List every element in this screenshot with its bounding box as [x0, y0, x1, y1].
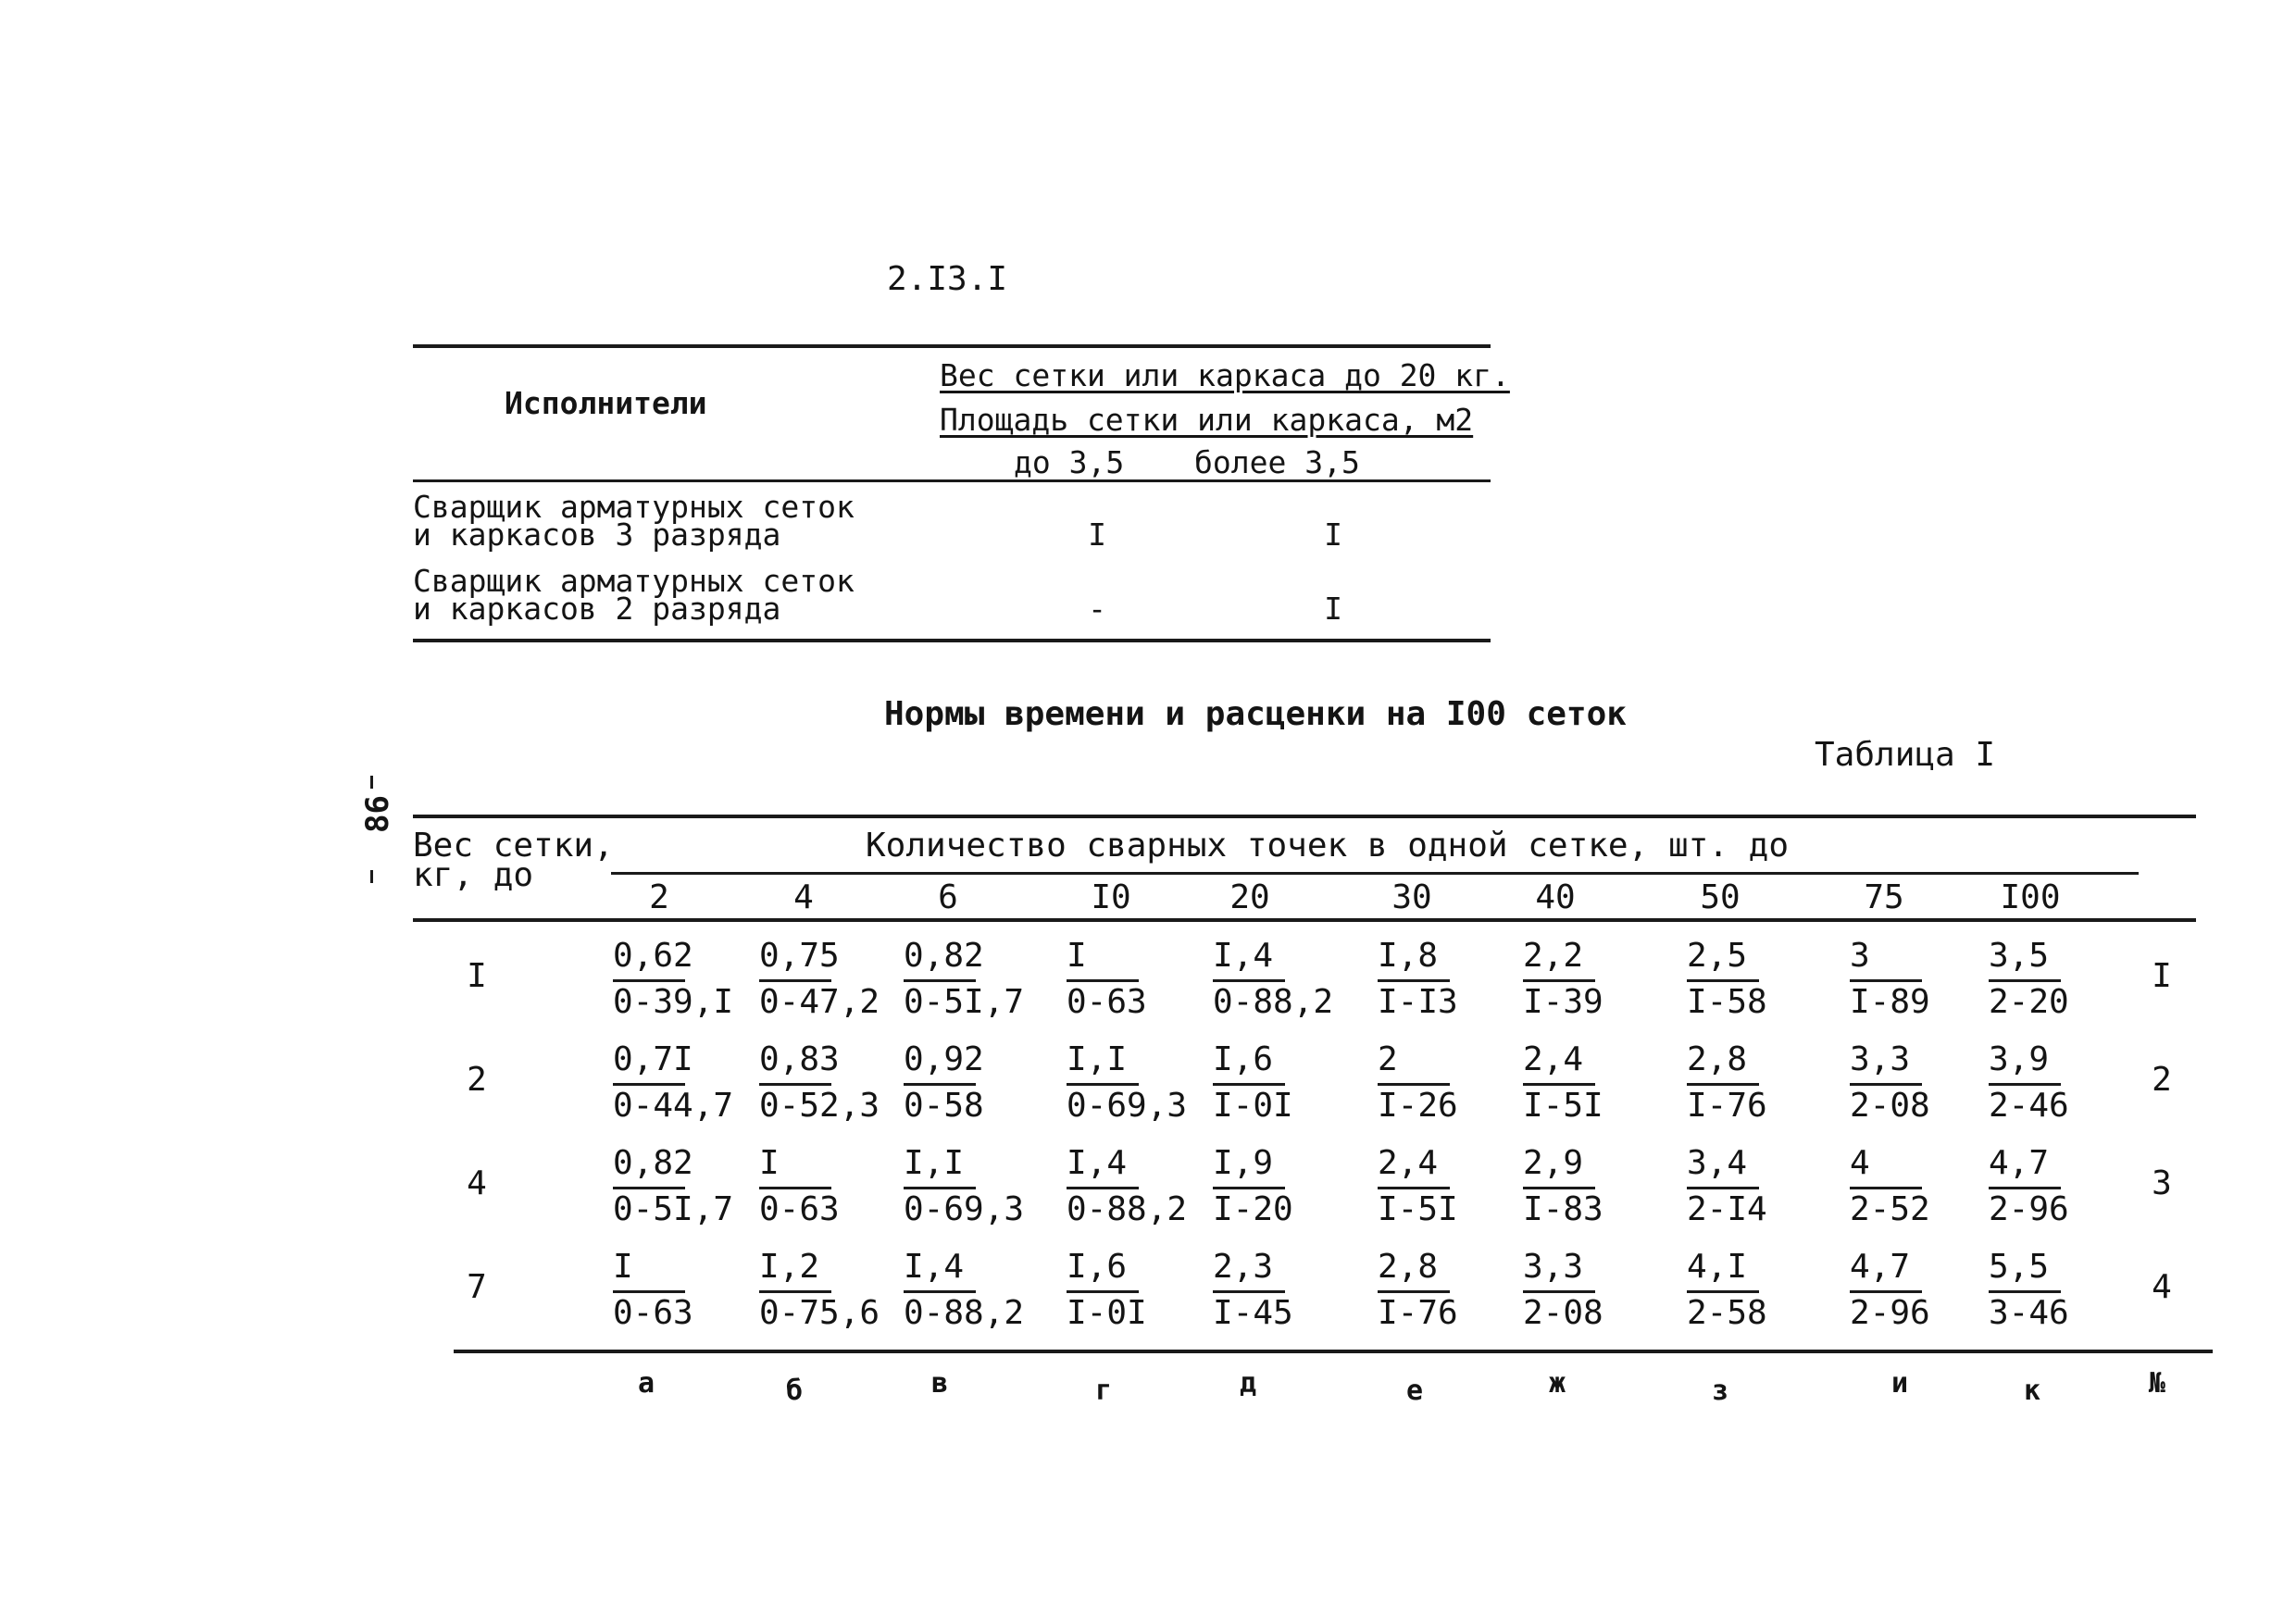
margin-tick-top — [370, 776, 373, 789]
price-rate: I-89 — [1850, 983, 1930, 1021]
column-letter: е — [1405, 1375, 1424, 1407]
price-rate: 2-96 — [1989, 1190, 2069, 1228]
executor-more-value: I — [1324, 517, 1342, 553]
fraction-line — [1378, 1290, 1450, 1293]
fraction-line — [1850, 1187, 1922, 1189]
time-norm: 3,4 — [1687, 1144, 1748, 1182]
price-rate: 0-75,6 — [759, 1294, 880, 1332]
price-rate: 2-I4 — [1687, 1190, 1767, 1228]
fraction-line — [1687, 1083, 1759, 1086]
time-norm: 2 — [1378, 1040, 1398, 1078]
time-norm: 0,62 — [613, 937, 693, 975]
number-sign: № — [2148, 1367, 2166, 1400]
column-letter: ж — [1548, 1367, 1566, 1400]
column-letter: д — [1239, 1367, 1257, 1400]
fraction-line — [1850, 979, 1922, 982]
time-norm: 0,82 — [613, 1144, 693, 1182]
weight-column-header-line1: Вес сетки, — [413, 827, 614, 865]
fraction-line — [1067, 979, 1139, 982]
column-header: 50 — [1700, 878, 1741, 916]
price-rate: 2-08 — [1850, 1087, 1930, 1125]
price-rate: I-5I — [1378, 1190, 1458, 1228]
fraction-line — [1213, 979, 1285, 982]
time-norm: 3,5 — [1989, 937, 2050, 975]
time-norm: 0,75 — [759, 937, 840, 975]
row-number: 4 — [2152, 1268, 2172, 1306]
price-rate: 0-63 — [1067, 983, 1147, 1021]
price-rate: 0-63 — [759, 1190, 840, 1228]
executors-header: Исполнители — [505, 385, 707, 421]
col-more-label: более 3,5 — [1194, 444, 1360, 480]
price-rate: 2-46 — [1989, 1087, 2069, 1125]
price-rate: 0-52,3 — [759, 1087, 880, 1125]
price-rate: 2-52 — [1850, 1190, 1930, 1228]
price-rate: 0-88,2 — [1213, 983, 1334, 1021]
price-rate: 2-08 — [1523, 1294, 1603, 1332]
fraction-line — [1213, 1290, 1285, 1293]
time-norm: I — [759, 1144, 780, 1182]
fraction-line — [759, 979, 831, 982]
fraction-line — [613, 1187, 685, 1189]
price-rate: I-83 — [1523, 1190, 1603, 1228]
price-rate: 2-96 — [1850, 1294, 1930, 1332]
time-norm: 2,8 — [1687, 1040, 1748, 1078]
price-rate: 0-63 — [613, 1294, 693, 1332]
fraction-line — [1523, 1187, 1595, 1189]
time-norm: 4,7 — [1850, 1248, 1911, 1286]
price-rate: 0-69,3 — [1067, 1087, 1188, 1125]
row-number: 2 — [2152, 1061, 2172, 1099]
time-norm: I,I — [1067, 1040, 1128, 1078]
executor-name-line2: и каркасов 2 разряда — [413, 591, 781, 627]
margin-mark: 86 — [359, 795, 396, 833]
row-weight: 2 — [467, 1061, 487, 1099]
fraction-line — [1989, 1290, 2061, 1293]
points-header: Количество сварных точек в одной сетке, шт. до — [866, 827, 1789, 865]
row-weight: I — [467, 957, 487, 995]
time-norm: 4 — [1850, 1144, 1870, 1182]
price-rate: 3-46 — [1989, 1294, 2069, 1332]
time-norm: I,8 — [1378, 937, 1439, 975]
time-norm: I — [613, 1248, 633, 1286]
fraction-line — [759, 1083, 831, 1086]
time-norm: 2,4 — [1523, 1040, 1584, 1078]
price-rate: 2-58 — [1687, 1294, 1767, 1332]
fraction-line — [759, 1290, 831, 1293]
price-rate: 0-44,7 — [613, 1087, 734, 1125]
column-letter: и — [1890, 1367, 1909, 1400]
fraction-line — [1989, 1187, 2061, 1189]
executor-name-line2: и каркасов 3 разряда — [413, 517, 781, 553]
price-rate: 2-20 — [1989, 983, 2069, 1021]
time-norm: 2,5 — [1687, 937, 1748, 975]
price-rate: 0-47,2 — [759, 983, 880, 1021]
price-rate: I-0I — [1213, 1087, 1293, 1125]
time-norm: I,4 — [1067, 1144, 1128, 1182]
fraction-line — [1378, 1187, 1450, 1189]
fraction-line — [1989, 979, 2061, 982]
column-letter: б — [785, 1375, 804, 1407]
time-norm: 4,7 — [1989, 1144, 2050, 1182]
fraction-line — [613, 1290, 685, 1293]
fraction-line — [1523, 979, 1595, 982]
fraction-line — [904, 979, 976, 982]
fraction-line — [613, 1083, 685, 1086]
table-label: Таблица I — [1815, 736, 1996, 774]
fraction-line — [1523, 1290, 1595, 1293]
fraction-line — [1687, 979, 1759, 982]
time-norm: I,4 — [904, 1248, 965, 1286]
price-rate: I-I3 — [1378, 983, 1458, 1021]
col-upto-label: до 3,5 — [1014, 444, 1125, 480]
column-header: 6 — [938, 878, 958, 916]
price-rate: 0-88,2 — [904, 1294, 1025, 1332]
time-norm: 0,7I — [613, 1040, 693, 1078]
time-norm: 0,82 — [904, 937, 984, 975]
price-rate: I-5I — [1523, 1087, 1603, 1125]
fraction-line — [904, 1083, 976, 1086]
fraction-line — [904, 1187, 976, 1189]
margin-tick-bottom — [370, 870, 373, 883]
area-header: Площадь сетки или каркаса, м2 — [940, 402, 1474, 438]
time-norm: 0,83 — [759, 1040, 840, 1078]
fraction-line — [1378, 1083, 1450, 1086]
price-rate: 0-69,3 — [904, 1190, 1025, 1228]
fraction-line — [1523, 1083, 1595, 1086]
fraction-line — [1687, 1187, 1759, 1189]
time-norm: 2,3 — [1213, 1248, 1274, 1286]
price-rate: I-58 — [1687, 983, 1767, 1021]
price-rate: I-26 — [1378, 1087, 1458, 1125]
column-header: 20 — [1229, 878, 1270, 916]
fraction-line — [1989, 1083, 2061, 1086]
column-letter: в — [930, 1367, 949, 1400]
fraction-line — [759, 1187, 831, 1189]
time-norm: 2,8 — [1378, 1248, 1439, 1286]
time-norm: 2,4 — [1378, 1144, 1439, 1182]
weight-header: Вес сетки или каркаса до 20 кг. — [940, 357, 1510, 393]
price-rate: I-0I — [1067, 1294, 1147, 1332]
column-header: I00 — [2000, 878, 2061, 916]
price-rate: I-20 — [1213, 1190, 1293, 1228]
fraction-line — [613, 979, 685, 982]
page-number: 2.I3.I — [887, 260, 1008, 298]
column-letter: з — [1711, 1375, 1729, 1407]
norms-title: Нормы времени и расценки на I00 сеток — [884, 695, 1627, 733]
price-rate: I-76 — [1378, 1294, 1458, 1332]
executor-more-value: I — [1324, 591, 1342, 627]
time-norm: I,6 — [1067, 1248, 1128, 1286]
row-number: 3 — [2152, 1164, 2172, 1202]
time-norm: I,6 — [1213, 1040, 1274, 1078]
executor-name-line1: Сварщик арматурных сеток — [413, 489, 855, 525]
price-rate: I-76 — [1687, 1087, 1767, 1125]
executor-upto-value: I — [1088, 517, 1106, 553]
time-norm: 2,2 — [1523, 937, 1584, 975]
fraction-line — [1067, 1187, 1139, 1189]
column-header: 40 — [1535, 878, 1576, 916]
time-norm: 3,3 — [1523, 1248, 1584, 1286]
price-rate: 0-5I,7 — [613, 1190, 734, 1228]
time-norm: 3,9 — [1989, 1040, 2050, 1078]
executor-name-line1: Сварщик арматурных сеток — [413, 563, 855, 599]
row-weight: 7 — [467, 1268, 487, 1306]
fraction-line — [1067, 1290, 1139, 1293]
weight-column-header-line2: кг, до — [413, 856, 534, 894]
row-number: I — [2152, 957, 2172, 995]
fraction-line — [1850, 1083, 1922, 1086]
time-norm: 4,I — [1687, 1248, 1748, 1286]
price-rate: I-45 — [1213, 1294, 1293, 1332]
fraction-line — [1067, 1083, 1139, 1086]
time-norm: I,9 — [1213, 1144, 1274, 1182]
price-rate: 0-88,2 — [1067, 1190, 1188, 1228]
price-rate: 0-58 — [904, 1087, 984, 1125]
time-norm: 0,92 — [904, 1040, 984, 1078]
time-norm: 3 — [1850, 937, 1870, 975]
fraction-line — [904, 1290, 976, 1293]
column-letter: к — [2023, 1375, 2041, 1407]
time-norm: 2,9 — [1523, 1144, 1584, 1182]
price-rate: I-39 — [1523, 983, 1603, 1021]
column-header: 4 — [793, 878, 814, 916]
fraction-line — [1213, 1083, 1285, 1086]
row-weight: 4 — [467, 1164, 487, 1202]
fraction-line — [1687, 1290, 1759, 1293]
time-norm: 3,3 — [1850, 1040, 1911, 1078]
price-rate: 0-39,I — [613, 983, 734, 1021]
time-norm: 5,5 — [1989, 1248, 2050, 1286]
price-rate: 0-5I,7 — [904, 983, 1025, 1021]
column-header: 2 — [649, 878, 669, 916]
time-norm: I,4 — [1213, 937, 1274, 975]
column-letter: г — [1094, 1375, 1113, 1407]
fraction-line — [1850, 1290, 1922, 1293]
time-norm: I — [1067, 937, 1087, 975]
time-norm: I,2 — [759, 1248, 820, 1286]
executor-upto-value: - — [1088, 591, 1106, 627]
time-norm: I,I — [904, 1144, 965, 1182]
column-header: 30 — [1391, 878, 1432, 916]
column-header: 75 — [1864, 878, 1904, 916]
fraction-line — [1378, 979, 1450, 982]
column-letter: а — [637, 1367, 655, 1400]
column-header: I0 — [1091, 878, 1131, 916]
fraction-line — [1213, 1187, 1285, 1189]
